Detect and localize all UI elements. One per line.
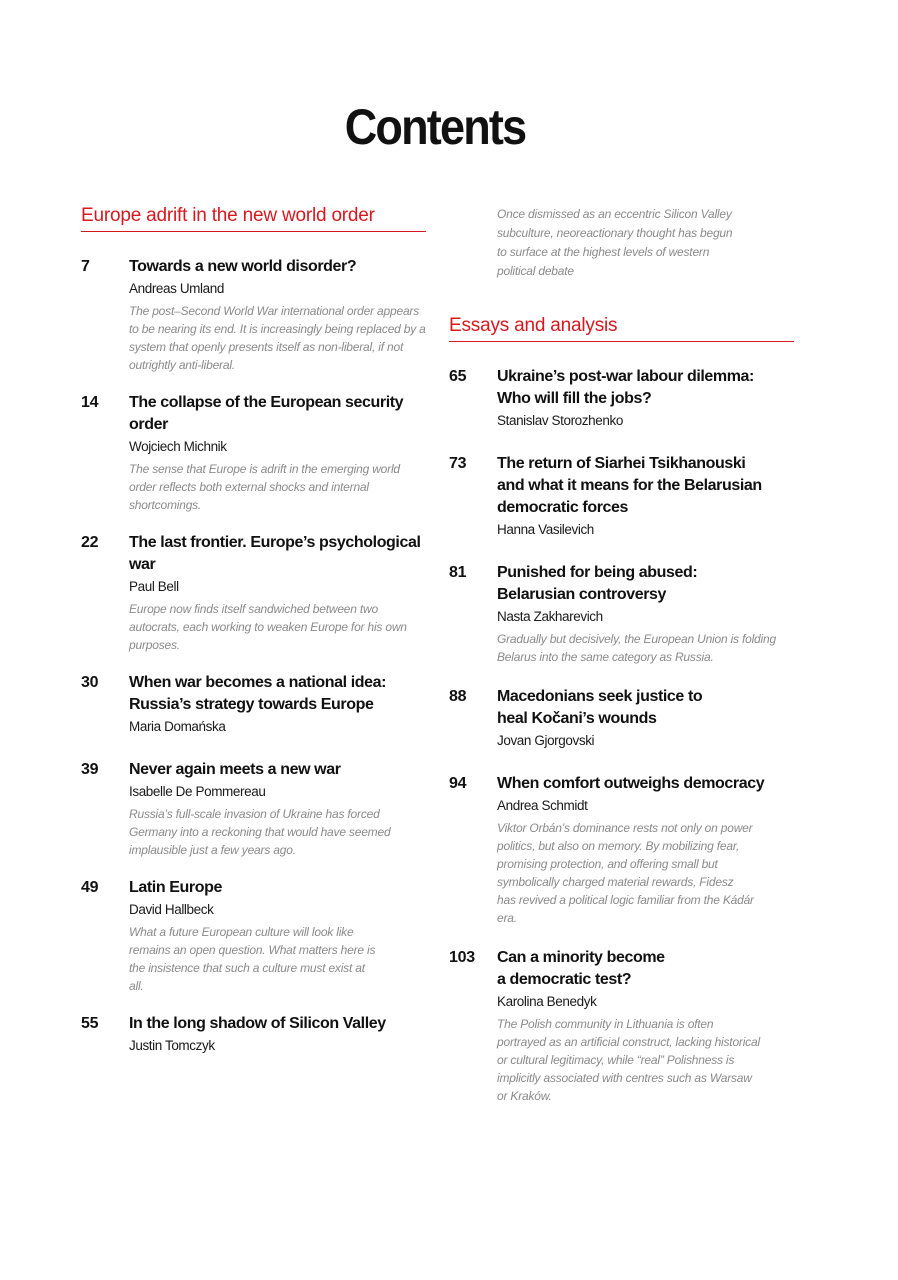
toc-entry[interactable] bbox=[449, 773, 794, 927]
article-author: Isabelle De Pommereau bbox=[129, 784, 266, 799]
toc-entry[interactable] bbox=[81, 672, 426, 737]
toc-entry[interactable] bbox=[81, 392, 426, 514]
page-number: 49 bbox=[81, 879, 99, 896]
page-number: 103 bbox=[449, 949, 475, 966]
page-number: 88 bbox=[449, 688, 467, 705]
article-title[interactable]: When war becomes a national idea: Russia’s strategy towards Europe bbox=[129, 674, 387, 713]
toc-entry[interactable] bbox=[449, 453, 794, 540]
article-title[interactable]: Never again meets a new war bbox=[129, 761, 341, 778]
page-number: 30 bbox=[81, 674, 99, 691]
article-author: David Hallbeck bbox=[129, 902, 214, 917]
article-title[interactable]: Macedonians seek justice to heal Kočani’s wounds bbox=[497, 688, 703, 727]
toc-entry[interactable] bbox=[449, 686, 794, 751]
page-number: 65 bbox=[449, 368, 467, 385]
toc-entry[interactable] bbox=[449, 562, 794, 666]
page-number: 94 bbox=[449, 775, 467, 792]
article-title[interactable]: Can a minority become a democratic test? bbox=[497, 949, 665, 988]
page-number: 7 bbox=[81, 258, 90, 275]
article-author: Justin Tomczyk bbox=[129, 1038, 215, 1053]
article-title[interactable]: Towards a new world disorder? bbox=[129, 258, 357, 275]
article-title[interactable]: When comfort outweighs democracy bbox=[497, 775, 765, 792]
page-number: 73 bbox=[449, 455, 467, 472]
article-author: Hanna Vasilevich bbox=[497, 522, 594, 537]
toc-entry[interactable] bbox=[81, 759, 426, 859]
article-description: Viktor Orbán’s dominance rests not only on power politics, but also on memory. By mobilizing fear, promising protection, and offering small but symbolically charged material rewards, Fidesz has revived a political logic familiar from the Kádár era. bbox=[497, 821, 754, 925]
article-description: The post–Second World War international order appears to be nearing its end. It is increasingly being replaced by a system that openly presents itself as non-liberal, if not outrightly anti-liberal. bbox=[129, 304, 426, 372]
article-author: Jovan Gjorgovski bbox=[497, 733, 595, 748]
article-title[interactable]: Punished for being abused: Belarusian controversy bbox=[497, 564, 698, 603]
right-column bbox=[449, 205, 794, 1105]
article-author: Andreas Umland bbox=[129, 281, 224, 296]
article-title[interactable]: The last frontier. Europe’s psychological war bbox=[129, 534, 421, 573]
article-title[interactable]: Latin Europe bbox=[129, 879, 222, 896]
article-author: Maria Domańska bbox=[129, 719, 226, 734]
article-description: Gradually but decisively, the European Union is folding Belarus into the same category as Russia. bbox=[497, 632, 776, 664]
article-author: Stanislav Storozhenko bbox=[497, 413, 623, 428]
section-heading-essays: Essays and analysis bbox=[449, 315, 794, 342]
article-title[interactable]: The return of Siarhei Tsikhanouski and what it means for the Belarusian democratic forces bbox=[497, 455, 762, 516]
toc-entry[interactable] bbox=[81, 532, 426, 654]
article-author: Paul Bell bbox=[129, 579, 179, 594]
article-author: Andrea Schmidt bbox=[497, 798, 588, 813]
page-number: 14 bbox=[81, 394, 99, 411]
article-description: What a future European culture will look like remains an open question. What matters here is the insistence that such a culture must exist at all. bbox=[129, 925, 376, 993]
page-number: 22 bbox=[81, 534, 99, 551]
toc-entry[interactable] bbox=[449, 366, 794, 431]
toc-entry[interactable] bbox=[81, 877, 426, 995]
article-author: Wojciech Michnik bbox=[129, 439, 227, 454]
article-author: Karolina Benedyk bbox=[497, 994, 597, 1009]
article-author: Nasta Zakharevich bbox=[497, 609, 603, 624]
toc-entry[interactable] bbox=[81, 256, 426, 374]
left-column bbox=[81, 205, 426, 1056]
toc-entry[interactable] bbox=[81, 1013, 426, 1056]
toc-entry[interactable] bbox=[449, 947, 794, 1105]
article-title[interactable]: Ukraine’s post-war labour dilemma: Who will fill the jobs? bbox=[497, 368, 754, 407]
page-number: 81 bbox=[449, 564, 467, 581]
article-title[interactable]: In the long shadow of Silicon Valley bbox=[129, 1015, 386, 1032]
section-heading-europe-adrift: Europe adrift in the new world order bbox=[81, 205, 426, 232]
article-description: The Polish community in Lithuania is often portrayed as an artificial construct, lacking historical or cultural legitimacy, while “real” Polishness is implicitly associated with centres such as Warsaw or Kraków. bbox=[497, 1017, 760, 1103]
continued-description: Once dismissed as an eccentric Silicon Valley subculture, neoreactionary thought has begun to surface at the highest levels of western political debate bbox=[497, 207, 733, 278]
article-title[interactable]: The collapse of the European security order bbox=[129, 394, 404, 433]
article-description: The sense that Europe is adrift in the emerging world order reflects both external shocks and internal shortcomings. bbox=[129, 462, 400, 512]
article-description: Europe now finds itself sandwiched between two autocrats, each working to weaken Europe for his own purposes. bbox=[129, 602, 407, 652]
page-number: 55 bbox=[81, 1015, 99, 1032]
page-number: 39 bbox=[81, 761, 99, 778]
page-title: Contents bbox=[344, 99, 526, 155]
article-description: Russia’s full-scale invasion of Ukraine has forced Germany into a reckoning that would have seemed implausible just a few years ago. bbox=[129, 807, 391, 857]
